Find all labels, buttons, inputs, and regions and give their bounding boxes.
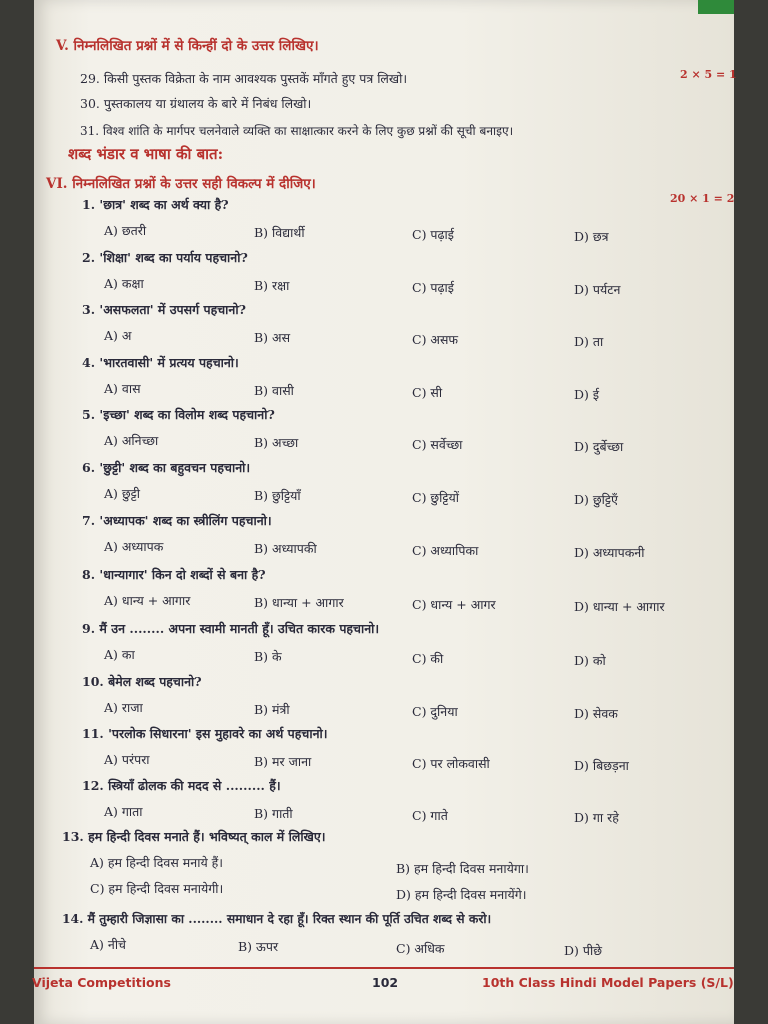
question-11-option-d: D) बिछड़ना	[574, 758, 629, 773]
question-5-option-c: C) सर्वेच्छा	[412, 437, 463, 452]
question-4-option-d: D) ई	[574, 387, 600, 402]
question-6-option-c: C) छुट्टियों	[412, 490, 460, 505]
question-11-option-c: C) पर लोकवासी	[412, 756, 490, 771]
question-4-option-c: C) सी	[412, 385, 443, 400]
question-13-option-a: A) हम हिन्दी दिवस मनाये हैं।	[90, 855, 224, 870]
question-4-option-b: B) वासी	[254, 383, 294, 398]
question-4-text: 4. 'भारतवासी' में प्रत्यय पहचानो।	[82, 355, 239, 370]
question-7-option-d: D) अध्यापकनी	[574, 545, 645, 560]
section-5-heading: V. निम्नलिखित प्रश्नों में से किन्हीं दो के उत्तर लिखिए।	[56, 38, 319, 54]
question-13-option-c: C) हम हिन्दी दिवस मनायेगी।	[90, 881, 224, 896]
question-3-option-c: C) असफ	[412, 332, 459, 347]
question-10-text: 10. बेमेल शब्द पहचानो?	[82, 674, 202, 689]
footer-rule	[34, 967, 734, 969]
green-corner	[698, 0, 734, 14]
question-7-option-c: C) अध्यापिका	[412, 543, 479, 558]
question-10-option-b: B) मंत्री	[254, 702, 290, 717]
question-12-option-d: D) गा रहे	[574, 810, 619, 825]
section-6-marks: 20 × 1 = 2	[670, 192, 735, 205]
question-14-option-a: A) नीचे	[90, 937, 126, 952]
footer-publisher: Vijeta Competitions	[32, 975, 171, 990]
question-10-option-c: C) दुनिया	[412, 704, 458, 719]
question-2-option-b: B) रक्षा	[254, 278, 290, 293]
question-10-option-d: D) सेवक	[574, 706, 618, 721]
question-1-option-c: C) पढ़ाई	[412, 227, 454, 242]
question-12-option-b: B) गाती	[254, 806, 293, 821]
question-1-option-b: B) विद्यार्थी	[254, 225, 305, 240]
question-7-option-b: B) अध्यापकी	[254, 541, 317, 556]
question-3-option-d: D) ता	[574, 334, 604, 349]
question-6-option-d: D) छुट्टिएँ	[574, 492, 618, 507]
question-6-option-b: B) छुट्टियाँ	[254, 488, 301, 503]
question-14-option-d: D) पीछे	[564, 943, 602, 958]
question-2-text: 2. 'शिक्षा' शब्द का पर्याय पहचानो?	[82, 250, 248, 265]
section-6-heading: VI. निम्नलिखित प्रश्नों के उत्तर सही विकल्प में दीजिए।	[46, 176, 316, 192]
question-11-option-a: A) परंपरा	[104, 752, 150, 767]
section-5-marks: 2 × 5 = 1	[680, 68, 737, 81]
question-2-option-c: C) पढ़ाई	[412, 280, 454, 295]
question-1-text: 1. 'छात्र' शब्द का अर्थ क्या है?	[82, 197, 229, 212]
question-7-option-a: A) अध्यापक	[104, 539, 164, 554]
question-8-option-c: C) धान्य + आगर	[412, 597, 496, 612]
question-1-option-d: D) छत्र	[574, 229, 609, 244]
question-9-option-c: C) की	[412, 651, 444, 666]
question-10-option-a: A) राजा	[104, 700, 143, 715]
question-13-text: 13. हम हिन्दी दिवस मनाते हैं। भविष्यत् काल में लिखिए।	[62, 829, 326, 844]
question-5-text: 5. 'इच्छा' शब्द का विलोम शब्द पहचानो?	[82, 407, 275, 422]
question-9-option-b: B) के	[254, 649, 282, 664]
question-11-option-b: B) मर जाना	[254, 754, 312, 769]
question-11-text: 11. 'परलोक सिधारना' इस मुहावरे का अर्थ पहचानो।	[82, 726, 328, 741]
question-12-option-c: C) गाते	[412, 808, 448, 823]
question-13-option-d: D) हम हिन्दी दिवस मनायेंगे।	[396, 887, 527, 902]
question-8-text: 8. 'धान्यागार' किन दो शब्दों से बना है?	[82, 567, 266, 582]
footer-page-number: 102	[372, 975, 399, 990]
footer-book-title: 10th Class Hindi Model Papers (S/L)	[482, 975, 734, 990]
question-14-option-b: B) ऊपर	[238, 939, 279, 954]
exam-page	[32, 0, 737, 1024]
question-9-option-a: A) का	[104, 647, 135, 662]
question-3-option-a: A) अ	[104, 328, 132, 343]
question-12-option-a: A) गाता	[104, 804, 143, 819]
question-2-option-a: A) कक्षा	[104, 276, 144, 291]
question-8-option-a: A) धान्य + आगार	[104, 593, 191, 608]
question-1-option-a: A) छतरी	[104, 223, 147, 238]
question-5-option-b: B) अच्छा	[254, 435, 299, 450]
question-9-text: 9. मैं उन ........ अपना स्वामी मानती हूँ। उचित कारक पहचानो।	[82, 621, 380, 636]
question-3-option-b: B) अस	[254, 330, 291, 345]
question-14-option-c: C) अधिक	[396, 941, 445, 956]
vocab-heading: शब्द भंडार व भाषा की बात:	[68, 145, 224, 163]
question-2-option-d: D) पर्यटन	[574, 282, 621, 297]
question-9-option-d: D) को	[574, 653, 606, 668]
question-8-option-b: B) धान्या + आगार	[254, 595, 344, 610]
question-7-text: 7. 'अध्यापक' शब्द का स्त्रीलिंग पहचानो।	[82, 513, 272, 528]
question-31: 31. विश्व शांति के मार्गपर चलनेवाले व्यक्ति का साक्षात्कार करने के लिए कुछ प्रश्नों की सूची बनाइए।	[80, 124, 514, 138]
question-6-text: 6. 'छुट्टी' शब्द का बहुवचन पहचानो।	[82, 460, 251, 475]
question-30: 30. पुस्तकालय या ग्रंथालय के बारे में निबंध लिखो।	[80, 96, 312, 111]
question-8-option-d: D) धान्या + आगार	[574, 599, 665, 614]
question-4-option-a: A) वास	[104, 381, 141, 396]
question-14-text: 14. मैं तुम्हारी जिज्ञासा का ........ समाधान दे रहा हूँ। रिक्त स्थान की पूर्ति उचित शब्द से करो।	[62, 911, 492, 926]
question-6-option-a: A) छुट्टी	[104, 486, 140, 501]
question-13-option-b: B) हम हिन्दी दिवस मनायेगा।	[396, 861, 529, 876]
question-5-option-a: A) अनिच्छा	[104, 433, 159, 448]
question-12-text: 12. स्त्रियाँ ढोलक की मदद से ......... हैं।	[82, 778, 281, 793]
question-3-text: 3. 'असफलता' में उपसर्ग पहचानो?	[82, 302, 246, 317]
question-5-option-d: D) दुर्बेच्छा	[574, 439, 624, 454]
question-29: 29. किसी पुस्तक विक्रेता के नाम आवश्यक पुस्तकें माँगते हुए पत्र लिखो।	[80, 71, 408, 86]
